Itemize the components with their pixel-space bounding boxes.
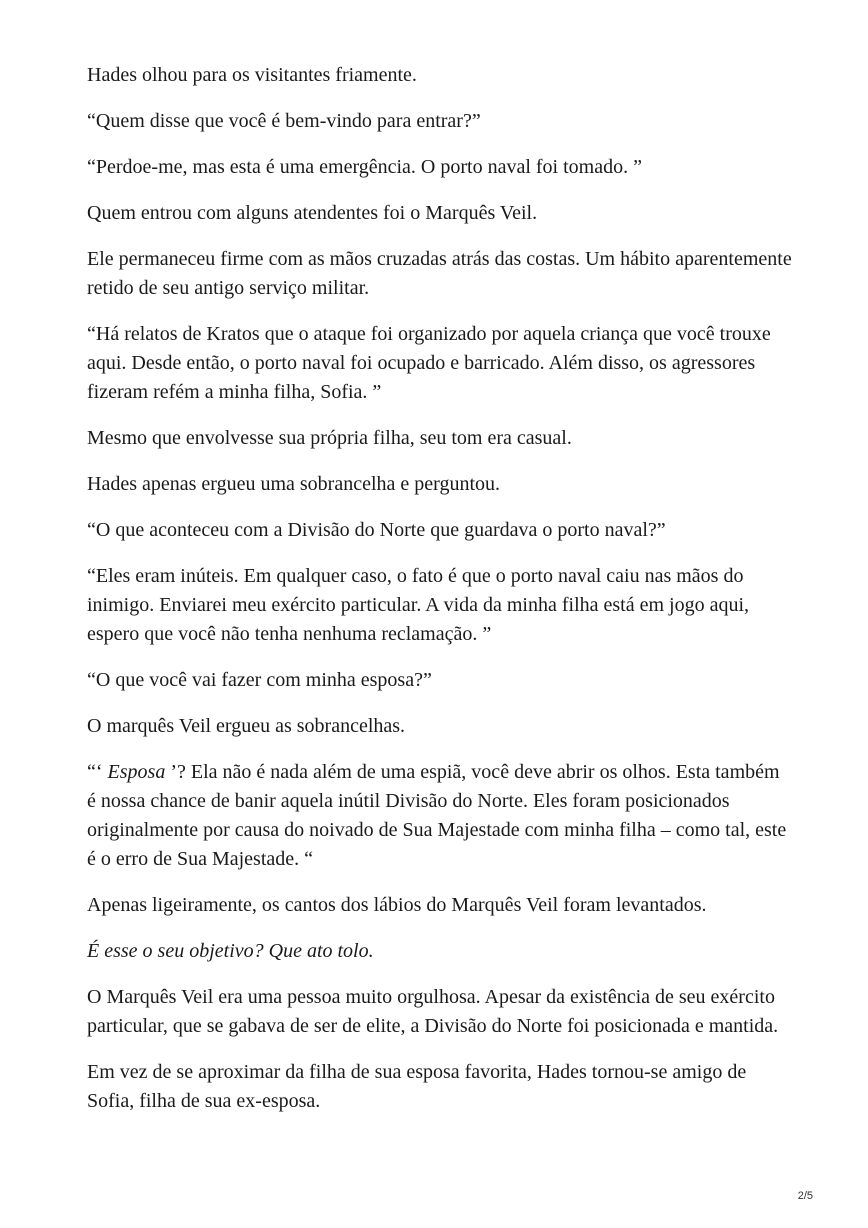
italic-thought: É esse o seu objetivo? Que ato tolo. [87, 940, 374, 962]
paragraph-15-italic [87, 937, 792, 966]
paragraph-2: “Quem disse que você é bem-vindo para entrar?” [87, 110, 481, 132]
paragraph-13-rest: ’? Ela não é nada além de uma espiã, você deve abrir os olhos. Esta também é nossa chance de banir aquela inútil Divisão do Norte. Eles foram posicionados originalmente por causa do noivado de Sua Majestade com minha filha – como tal, este é o erro de Sua Majestade. “ [87, 761, 787, 870]
paragraph-3: “Perdoe-me, mas esta é uma emergência. O porto naval foi tomado. ” [87, 156, 642, 178]
paragraph-11: “O que você vai fazer com minha esposa?” [87, 669, 432, 691]
paragraph-12: O marquês Veil ergueu as sobrancelhas. [87, 715, 406, 737]
document-page [87, 61, 792, 1133]
paragraph-8: Hades apenas ergueu uma sobrancelha e perguntou. [87, 473, 500, 495]
paragraph-5: Ele permaneceu firme com as mãos cruzadas atrás das costas. Um hábito aparentemente retido de seu antigo serviço militar. [87, 248, 792, 299]
paragraph-7: Mesmo que envolvesse sua própria filha, seu tom era casual. [87, 427, 572, 449]
paragraph-1: Hades olhou para os visitantes friamente. [87, 64, 417, 86]
paragraph-17: Em vez de se aproximar da filha de sua esposa favorita, Hades tornou-se amigo de Sofia, filha de sua ex-esposa. [87, 1061, 747, 1112]
paragraph-13 [87, 758, 792, 874]
paragraph-4: Quem entrou com alguns atendentes foi o Marquês Veil. [87, 202, 538, 224]
page-number: 2/5 [797, 1190, 813, 1202]
paragraph-14: Apenas ligeiramente, os cantos dos lábios do Marquês Veil foram levantados. [87, 894, 707, 916]
paragraph-13-open-quote: “‘ [87, 761, 108, 783]
paragraph-10: “Eles eram inúteis. Em qualquer caso, o fato é que o porto naval caiu nas mãos do inimigo. Enviarei meu exército particular. A vida da minha filha está em jogo aqui, espero que você não tenha nenhuma reclamação. ” [87, 565, 750, 645]
paragraph-16: O Marquês Veil era uma pessoa muito orgulhosa. Apesar da existência de seu exército particular, que se gabava de ser de elite, a Divisão do Norte foi posicionada e mantida. [87, 986, 779, 1037]
paragraph-9: “O que aconteceu com a Divisão do Norte que guardava o porto naval?” [87, 519, 666, 541]
paragraph-13-emphasis: Esposa [107, 761, 166, 783]
paragraph-6: “Há relatos de Kratos que o ataque foi organizado por aquela criança que você trouxe aqui. Desde então, o porto naval foi ocupado e barricado. Além disso, os agressores fizeram refém a minha filha, Sofia. ” [87, 323, 771, 403]
